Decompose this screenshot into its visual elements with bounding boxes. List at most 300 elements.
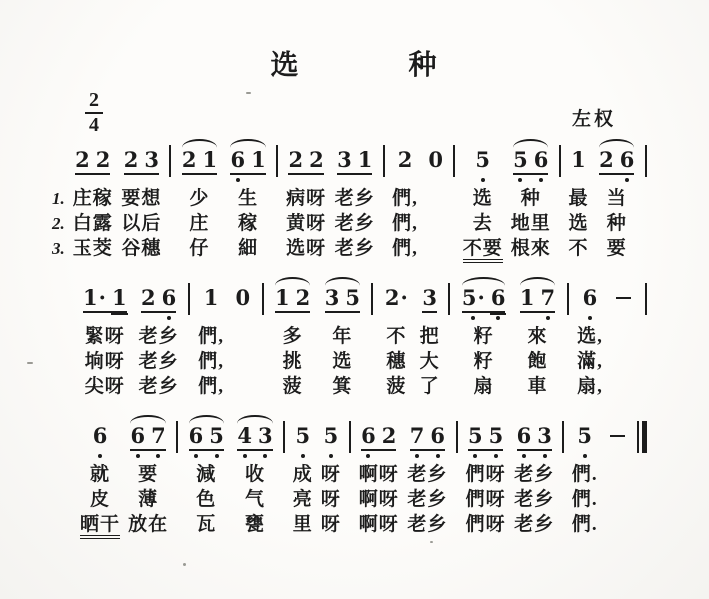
lyric-cell: 扇, [577,376,603,397]
lyric-cell: 白露 [72,213,113,234]
note-digit [186,425,207,447]
note-group [72,138,113,171]
lyric-cell: 啊呀 [358,514,399,535]
note-group [382,276,411,309]
eighth-underline [361,449,396,451]
note-number: 0 [428,147,443,172]
low-octave-dot [415,454,419,458]
lyric-cell: 谷穗 [121,238,162,259]
note-group [179,138,220,171]
note-digit [179,149,200,171]
score-column [517,276,558,399]
lyric-cell: 年 [332,326,353,347]
low-octave-dot [473,454,477,458]
eighth-underline [182,173,217,175]
low-octave-dot [588,316,592,320]
score-column [425,138,446,261]
barline [562,421,564,453]
low-octave-dot [481,178,485,182]
score-column [138,276,179,399]
note-number: 7 [540,285,556,310]
score-column [577,276,603,399]
sixteenth-underline [490,313,507,315]
note-digit [121,149,142,171]
lyric-cell: 呀 [320,489,341,510]
note-number: 7 [409,423,425,448]
low-octave-dot [494,454,498,458]
note-group [395,138,416,171]
note-group [574,414,595,447]
note-group [321,414,342,447]
note-number: 6 [533,147,549,172]
score-column [322,276,363,399]
lyric-cell: 黄呀 [286,213,327,234]
lyric-cell: 种 [520,188,541,209]
lyric-cell: 老乡 [407,514,448,535]
note-digit [355,149,376,171]
note-number: 2 [295,285,311,310]
low-octave-dot [518,178,522,182]
score-column [382,276,411,399]
note-number: 2 [123,147,139,172]
verse-number: 2. [52,214,65,233]
score-column [572,414,598,537]
lyric-cell: 緊呀 [84,326,125,347]
lyric-cell: 老乡 [407,464,448,485]
lyric-cell: 穗 [386,351,407,372]
note-number: 6 [230,147,246,172]
lyric-cell: 們, [392,188,418,209]
lyric-cell: 去 [472,213,493,234]
note-number: 3 [144,147,160,172]
eighth-underline [288,173,323,175]
lyric-cell: 車 [527,376,548,397]
barline [262,283,264,315]
eighth-underline [141,311,176,313]
low-octave-dot [98,454,102,458]
barline [176,421,178,453]
note-digit [427,425,448,447]
note-number: 3 [324,285,340,310]
note-digit [90,425,111,447]
note-digit [568,149,589,171]
note-number: 6 [582,285,598,310]
dash-line [610,435,625,437]
note-group [186,414,227,447]
note-digit [596,149,617,171]
note-group [517,276,558,309]
note-digit [255,425,276,447]
note-digit [234,425,255,447]
note-number: 2 [75,147,90,172]
low-octave-dot [583,454,587,458]
score-column [334,138,375,261]
note-digit [407,425,428,447]
lyric-cell: 垧呀 [84,351,125,372]
note-group [90,414,111,447]
score-column [285,138,326,261]
note-digit [465,425,486,447]
low-octave-dot [243,454,247,458]
lyric-cell: 亮 [292,489,313,510]
note-digit [80,287,109,309]
note-number: 3 [537,423,552,448]
low-octave-dot [539,178,543,182]
note-number: 5 [513,147,528,172]
augmentation-dot: · [477,285,485,310]
low-octave-dot [496,316,500,320]
lyric-cell: 老乡 [407,489,448,510]
note-group [201,276,222,309]
note-group [272,276,313,309]
lyric-cell: 选, [577,326,603,347]
lyric-cell: 种 [606,213,627,234]
low-octave-dot [156,454,160,458]
note-number: 2 [599,147,614,172]
note-digit [358,425,379,447]
note-digit [510,149,531,171]
note-digit [419,287,440,309]
lyric-cell: 老乡 [514,464,555,485]
dash-line [616,297,631,299]
low-octave-dot [236,178,240,182]
note-number: 1 [275,285,290,310]
note-group [419,276,440,309]
lyric-cell: 們, [198,351,224,372]
low-octave-dot [625,178,629,182]
lyric-cell: 不 [386,326,407,347]
note-group [580,276,601,309]
lyric-cell: 們呀 [465,514,506,535]
score-column [80,414,120,537]
time-signature-numerator: 2 [85,90,103,114]
note-group [127,414,168,447]
eighth-underline [237,449,272,451]
score-column [198,276,224,399]
note-digit [306,149,327,171]
low-octave-dot [522,454,526,458]
low-octave-dot [436,454,440,458]
eighth-underline [83,311,127,313]
lyric-cell: 籽 [473,351,494,372]
score-column [419,276,440,399]
scan-speck [246,92,251,94]
note-number: 5 [475,147,491,172]
lyric-cell: 仔 [189,238,210,259]
lyric-cell: 們. [571,489,598,510]
note-number: 6 [361,423,376,448]
note-number: 5 [467,423,483,448]
note-digit [227,149,248,171]
note-group [292,414,313,447]
lyric-cell: 根來 [510,238,551,259]
barline [283,421,285,453]
lyric-cell: 老乡 [334,213,375,234]
augmentation-dot: · [400,285,408,310]
note-digit [159,287,180,309]
lyric-cell: 以后 [121,213,162,234]
lyric-cell [80,512,120,537]
lyric-cell: 減 [196,464,217,485]
note-digit [488,287,509,309]
lyric-cell: 要想 [121,188,162,209]
note-number: 1 [202,147,218,172]
note-digit [292,425,313,447]
lyric-cell: 菠 [386,376,407,397]
lyric-cell: 挑 [282,351,303,372]
low-octave-dot [543,454,547,458]
note-digit [199,149,220,171]
lyric-cell: 甕 [244,514,265,535]
lyric-cell: 老乡 [514,489,555,510]
lyric-cell: 庄 [189,213,210,234]
lyric-cell: 瓦 [196,514,217,535]
note-number: 5 [295,423,311,448]
lyric-cell: 要 [606,238,627,259]
note-digit [342,287,363,309]
note-digit [138,287,159,309]
note-number: 6 [516,423,532,448]
note-group [232,276,253,309]
note-group [605,414,630,437]
note-number: 5 [209,423,224,448]
note-digit [531,149,552,171]
rest-note [425,149,446,171]
lyric-cell: 色 [196,489,217,510]
note-group [322,276,363,309]
note-digit [580,287,601,309]
score-column [179,138,220,261]
barline [371,283,373,315]
note-digit [534,425,555,447]
lyric-cell: 选呀 [286,238,327,259]
score-column [611,276,636,399]
lyric-cell: 箕 [332,376,353,397]
barline [169,145,171,177]
note-number: 1 [203,285,219,310]
note-digit [322,287,343,309]
score-column [596,138,637,261]
score-column [227,138,268,261]
score-column [463,138,503,261]
barline [567,283,569,315]
lyric-cell: 們. [571,464,598,485]
note-digit [109,287,130,309]
note-number: 2 [181,147,197,172]
note-number: 4 [237,423,252,448]
lyric-cell: 成 [292,464,313,485]
note-number: 6 [92,423,108,448]
score-column [392,138,418,261]
lyric-cell: 們, [198,376,224,397]
eighth-underline [275,311,310,313]
note-digit [206,425,227,447]
note-group [234,414,275,447]
lyric-cell: 們, [198,326,224,347]
note-digit [201,287,222,309]
barline [276,145,278,177]
note-group [358,414,399,447]
lyric-cell: 选 [472,188,493,209]
note-number: 2 [381,423,397,448]
barline [453,145,455,177]
note-group [227,138,268,171]
eighth-underline [189,449,224,451]
note-number: 5 [488,423,504,448]
eighth-underline [325,311,360,313]
lyric-cell: 把 [419,326,440,347]
eighth-underline [75,173,110,175]
barline [645,145,647,177]
lyric-cell: 了 [419,376,440,397]
lyric-cell: 呀 [320,464,341,485]
note-digit [93,149,114,171]
lyric-cell: 老乡 [138,326,179,347]
rest-note [232,287,253,309]
lyric-cell: 老乡 [138,351,179,372]
eighth-underline [422,311,437,313]
note-group [121,138,162,171]
lyric-cell: 气 [244,489,265,510]
note-digit [141,149,162,171]
lyric-cell: 选 [568,213,589,234]
note-group [407,414,448,447]
score-column [358,414,399,537]
lyric-cell: 籽 [473,326,494,347]
lyric-cell: 病呀 [286,188,327,209]
lyric-cell: 們. [571,514,598,535]
lyric-cell: 菠 [282,376,303,397]
lyric-cell: 細 [238,238,259,259]
note-group [285,138,326,171]
lyric-cell: 啊呀 [358,464,399,485]
note-number: 0 [235,285,251,310]
lyric-cell: 老乡 [138,376,179,397]
music-system-2 [80,276,647,399]
score-column [605,414,630,537]
lyric-cell: 地里 [510,213,551,234]
note-number: 6 [619,147,635,172]
note-digit [148,425,169,447]
lyric-cell: 飽 [527,351,548,372]
title-char-2: 种 [408,50,439,81]
lyric-cell: 选 [332,351,353,372]
note-group [138,276,179,309]
low-octave-dot [546,316,550,320]
barline [349,421,351,453]
note-number: 6 [161,285,177,310]
note-number: 3 [422,285,437,310]
page-title [0,0,709,84]
note-digit [382,287,411,309]
note-number: 2 [309,147,324,172]
note-digit [514,425,535,447]
lyric-cell: 稼 [238,213,259,234]
score-column [292,414,313,537]
note-digit [321,425,342,447]
note-group [510,138,551,171]
barline [188,283,190,315]
note-digit [459,287,488,309]
note-number: 1 [519,285,535,310]
note-digit [538,287,559,309]
note-digit [617,149,638,171]
note-number: 3 [257,423,273,448]
verse-number: 3. [52,239,65,258]
music-system-3 [80,414,647,537]
eighth-underline [513,173,548,175]
note-digit [293,287,314,309]
note-digit [472,149,493,171]
lyric-cell: 少 [189,188,210,209]
lyric-cell: 最 [568,188,589,209]
score-column [186,414,227,537]
score-column [234,414,275,537]
barline [645,283,647,315]
barline [456,421,458,453]
barline [448,283,450,315]
music-systems [0,138,709,537]
eighth-underline [130,449,165,451]
underlined-lyric: 晒干 [80,514,120,539]
verse-number: 1. [52,189,65,208]
lyric-cell: 們呀 [465,489,506,510]
lyric-cell: 尖呀 [84,376,125,397]
eighth-underline [462,311,506,313]
score-column [459,276,509,399]
scan-speck [27,362,33,364]
low-octave-dot [366,454,370,458]
note-number: 1 [111,285,127,310]
title-char-1: 选 [270,50,301,81]
note-number: 2 [95,147,111,172]
lyric-cell: 就 [90,464,111,485]
lyric-cell: 放在 [128,514,169,535]
low-octave-dot [194,454,198,458]
barline [383,145,385,177]
score-column [568,138,589,261]
dash-note [605,425,630,437]
low-octave-dot [263,454,267,458]
note-number: 2 [397,147,413,172]
note-digit [272,287,293,309]
lyric-cell: 薄 [138,489,159,510]
final-barline [637,421,646,453]
music-system-1 [52,138,647,261]
note-group [514,414,555,447]
eighth-underline [337,173,372,175]
lyric-cell: 庄稼 [72,188,113,209]
underlined-lyric: 不要 [463,238,503,263]
lyric-cell: 來 [527,326,548,347]
lyric-cell: 呀 [320,514,341,535]
eighth-underline [520,311,555,313]
note-number: 1 [251,147,266,172]
score-column [321,414,342,537]
attribution: 左权 [571,109,616,130]
score-column [514,414,555,537]
note-number: 3 [337,147,352,172]
note-number: 2 [384,285,400,310]
lyric-cell: 要 [138,464,159,485]
note-number: 5 [323,423,339,448]
meta-row [85,90,616,138]
note-number: 6 [130,423,146,448]
score-column [465,414,506,537]
eighth-underline [124,173,159,175]
lyric-cell: 不 [568,238,589,259]
note-digit [127,425,148,447]
